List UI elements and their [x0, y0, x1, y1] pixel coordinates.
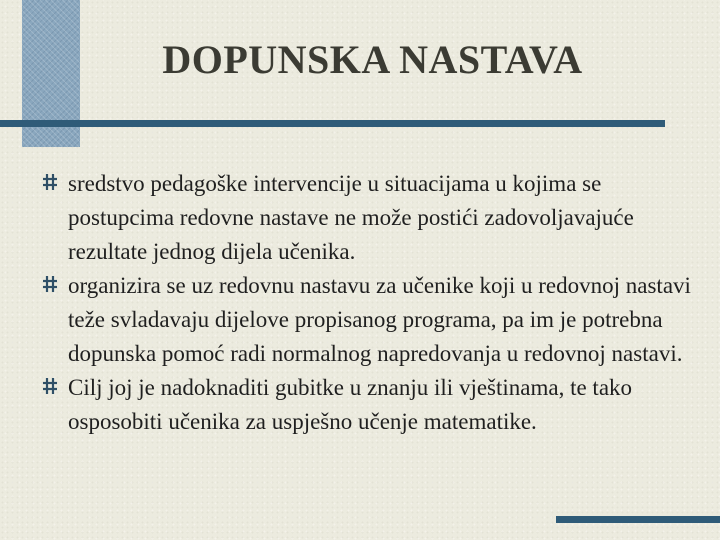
- bullet-text: Cilj joj je nadoknaditi gubitke u znanju ili vještinama, te tako osposobiti učenika za uspješno učenje matematike.: [68, 375, 633, 434]
- title-underline-rule: [0, 120, 665, 127]
- bullet-text: sredstvo pedagoške intervencije u situacijama u kojima se postupcima redovne nastave ne može postići zadovoljavajuće rezultate jednog dijela učenika.: [68, 171, 634, 264]
- hash-bullet-icon: [42, 275, 58, 293]
- bullet-item: [40, 269, 712, 371]
- bullet-item: [40, 167, 712, 269]
- slide-title: DOPUNSKA NASTAVA: [162, 37, 583, 82]
- footer-rule: [556, 516, 720, 523]
- bullet-text: organizira se uz redovnu nastavu za učenike koji u redovnoj nastavi teže svladavaju dijelove propisanog programa, pa im je potrebna dopunska pomoć radi normalnog napredovanja u redovnoj nastavi.: [68, 273, 691, 366]
- bullet-list: [40, 167, 712, 439]
- bullet-item: [40, 371, 712, 439]
- hash-bullet-icon: [42, 377, 58, 395]
- hash-bullet-icon: [42, 173, 58, 191]
